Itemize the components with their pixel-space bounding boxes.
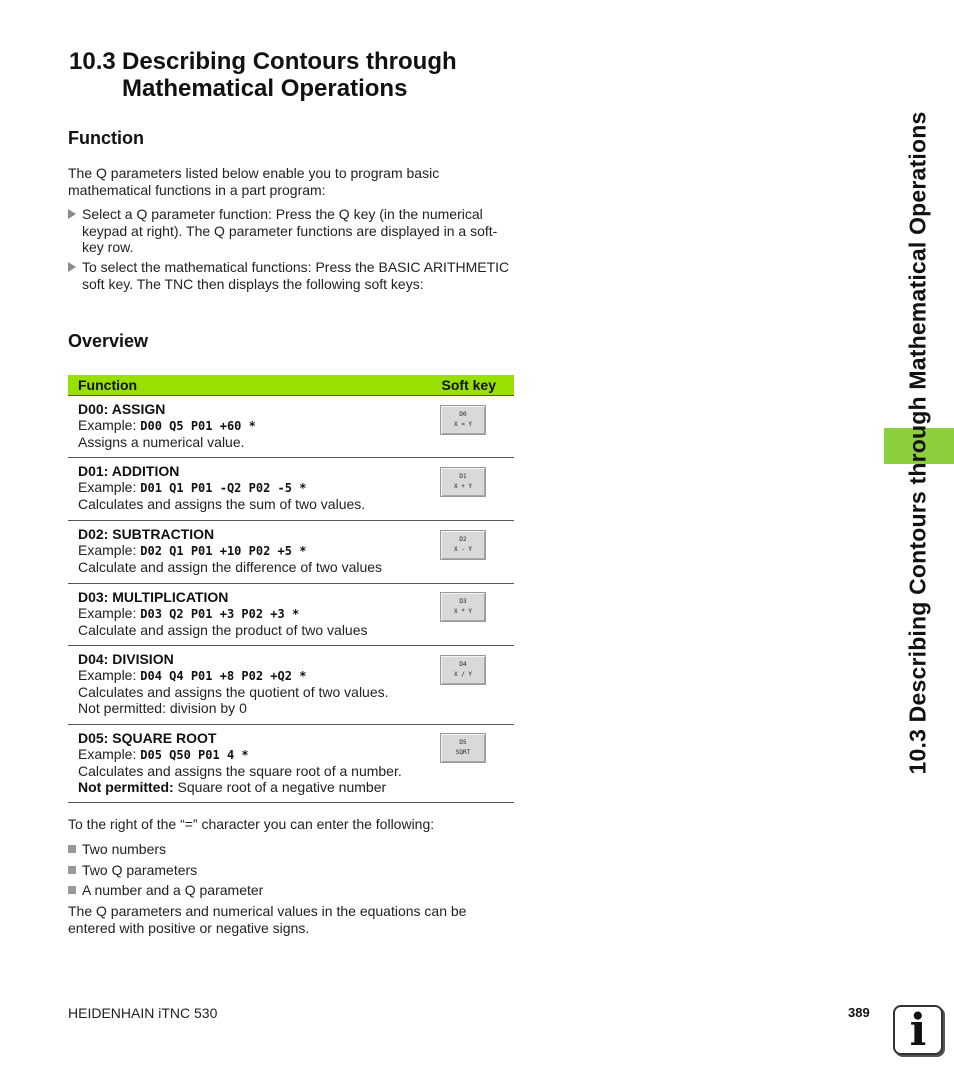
table-row	[68, 521, 514, 584]
chapter-title-line2: Mathematical Operations	[122, 75, 408, 102]
function-restriction: Not permitted: Square root of a negative number	[78, 779, 387, 795]
function-name: D03: MULTIPLICATION	[78, 589, 229, 605]
chapter-title	[69, 48, 529, 102]
entry-intro: To the right of the “=” character you can enter the following:	[68, 816, 435, 832]
function-name: D02: SUBTRACTION	[78, 526, 215, 542]
column-header-softkey: Soft key	[441, 377, 496, 393]
example-code: D05 Q50 P01 4 *	[140, 748, 249, 762]
function-example: Example: D04 Q4 P01 +8 P02 +Q2 *	[78, 667, 307, 683]
square-bullet-icon	[68, 866, 76, 874]
step-item	[68, 259, 513, 292]
function-description: Calculate and assign the product of two values	[78, 622, 368, 638]
example-code: D00 Q5 P01 +60 *	[140, 419, 256, 433]
example-code: D04 Q4 P01 +8 P02 +Q2 *	[140, 669, 307, 683]
example-code: D01 Q1 P01 -Q2 P02 -5 *	[140, 481, 307, 495]
example-code: D03 Q2 P01 +3 P02 +3 *	[140, 607, 300, 621]
function-name: D01: ADDITION	[78, 463, 180, 479]
function-intro: The Q parameters listed below enable you to program basic mathematical functions in a part program:	[68, 165, 440, 198]
column-header-function: Function	[78, 377, 138, 393]
function-description: Calculates and assigns the square root of a number.	[78, 763, 402, 779]
softkey-d3[interactable]: D3 X * Y	[440, 592, 486, 622]
table-row	[68, 646, 514, 725]
function-table	[68, 375, 514, 803]
closing-paragraph: The Q parameters and numerical values in the equations can be entered with positive or negative signs.	[68, 903, 467, 936]
page-number: 389	[848, 1005, 870, 1020]
square-bullet-icon	[68, 845, 76, 853]
list-item: Two Q parameters	[68, 862, 197, 879]
function-description: Assigns a numerical value.	[78, 434, 245, 450]
function-example: Example: D00 Q5 P01 +60 *	[78, 417, 256, 433]
chapter-number: 10.3	[69, 48, 116, 75]
softkey-d4[interactable]: D4 X / Y	[440, 655, 486, 685]
step-item	[68, 206, 513, 256]
list-item: A number and a Q parameter	[68, 882, 263, 899]
function-example: Example: D01 Q1 P01 -Q2 P02 -5 *	[78, 479, 307, 495]
function-description: Calculates and assigns the quotient of two values.	[78, 684, 389, 700]
step-text: To select the mathematical functions: Press the BASIC ARITHMETIC soft key. The TNC then displays the following soft keys:	[82, 259, 510, 292]
info-icon: i	[893, 1005, 943, 1055]
step-text: Select a Q parameter function: Press the Q key (in the numerical keypad at right). The Q parameter functions are displayed in a soft-key row.	[82, 206, 498, 255]
table-header	[68, 375, 514, 396]
function-name: D04: DIVISION	[78, 651, 174, 667]
table-row	[68, 458, 514, 521]
function-heading: Function	[68, 128, 144, 148]
table-row	[68, 725, 514, 803]
side-chapter-title: 10.3 Describing Contours through Mathematical Operations	[904, 111, 931, 775]
footer-product: HEIDENHAIN iTNC 530	[68, 1005, 218, 1021]
function-restriction: Not permitted: division by 0	[78, 700, 247, 716]
chapter-title-line1: Describing Contours through	[122, 48, 457, 75]
softkey-d2[interactable]: D2 X - Y	[440, 530, 486, 560]
table-row	[68, 396, 514, 458]
list-item: Two numbers	[68, 841, 166, 858]
function-example: Example: D03 Q2 P01 +3 P02 +3 *	[78, 605, 300, 621]
function-description: Calculate and assign the difference of two values	[78, 559, 383, 575]
example-code: D02 Q1 P01 +10 P02 +5 *	[140, 544, 307, 558]
square-bullet-icon	[68, 886, 76, 894]
function-name: D00: ASSIGN	[78, 401, 166, 417]
function-description: Calculates and assigns the sum of two values.	[78, 496, 366, 512]
overview-heading: Overview	[68, 331, 149, 351]
arrow-right-icon	[68, 262, 76, 272]
table-row	[68, 584, 514, 646]
function-example: Example: D02 Q1 P01 +10 P02 +5 *	[78, 542, 307, 558]
arrow-right-icon	[68, 209, 76, 219]
softkey-d0[interactable]: D0 X = Y	[440, 405, 486, 435]
function-example: Example: D05 Q50 P01 4 *	[78, 746, 249, 762]
function-name: D05: SQUARE ROOT	[78, 730, 217, 746]
softkey-d5[interactable]: D5 SQRT	[440, 733, 486, 763]
softkey-d1[interactable]: D1 X + Y	[440, 467, 486, 497]
